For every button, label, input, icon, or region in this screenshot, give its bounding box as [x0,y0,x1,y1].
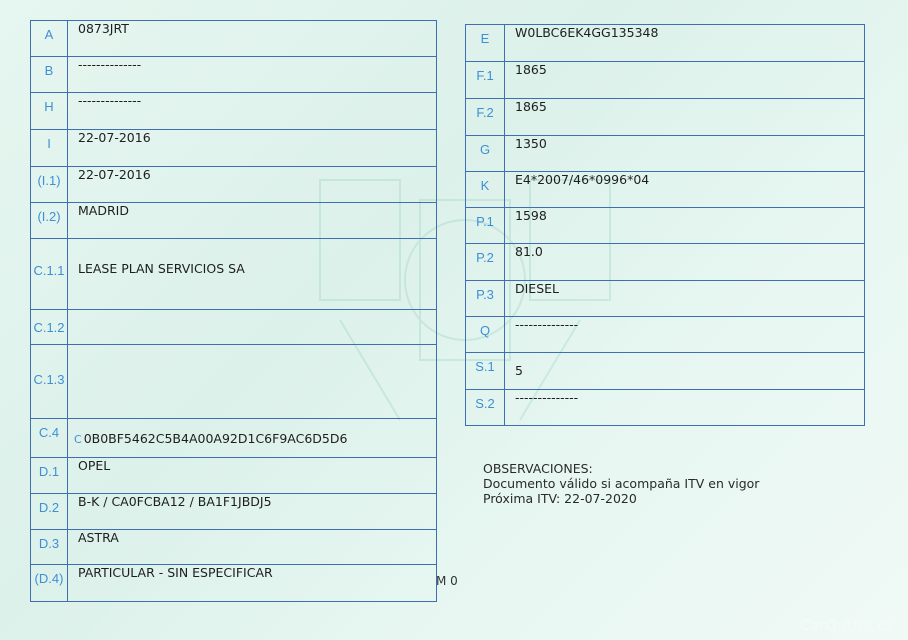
field-code: E [466,25,505,62]
field-value: 1598 [505,208,865,244]
field-code: D.3 [31,530,68,565]
field-row-q [466,317,865,353]
field-code: (D.4) [31,565,68,602]
field-row-c4 [31,419,437,458]
field-value: -------------- [68,57,437,93]
field-code: S.2 [466,390,505,426]
field-row-p3 [466,281,865,317]
field-code: C.1.1 [31,239,68,310]
field-code: G [466,136,505,172]
field-value: 5 [505,353,865,390]
field-value-container [68,419,437,458]
field-code: I [31,130,68,167]
field-value: -------------- [505,317,865,353]
field-code: (I.1) [31,167,68,203]
field-value: 22-07-2016 [68,130,437,167]
field-value: B-K / CA0FCBA12 / BA1F1JBDJ5 [68,494,437,530]
field-code: S.1 [466,353,505,390]
vehicle-fields-table-right [465,24,865,426]
observations-block [483,461,759,506]
field-row-c13 [31,345,437,419]
field-code: F.2 [466,99,505,136]
field-row-d4 [31,565,437,602]
field-value: 22-07-2016 [68,167,437,203]
field-code: D.1 [31,458,68,494]
field-value [68,345,437,419]
field-code: H [31,93,68,130]
field-value: -------------- [505,390,865,426]
field-value: ASTRA [68,530,437,565]
field-code: C.1.2 [31,310,68,345]
field-row-c11 [31,239,437,310]
field-code: B [31,57,68,93]
field-row-i1 [31,167,437,203]
field-code: P.2 [466,244,505,281]
field-code: C.4 [31,419,68,458]
field-value: E4*2007/46*0996*04 [505,172,865,208]
field-row-f1 [466,62,865,99]
field-value: 0B0BF5462C5B4A00A92D1C6F9AC6D5D6 [83,431,348,446]
field-value: 81.0 [505,244,865,281]
watermark: CarOutlet.es [800,618,894,634]
field-row-s1 [466,353,865,390]
field-row-c12 [31,310,437,345]
c4-prefix: C [74,433,82,446]
field-code: P.1 [466,208,505,244]
field-row-g [466,136,865,172]
observations-line: Próxima ITV: 22-07-2020 [483,491,637,506]
field-row-e [466,25,865,62]
field-value: 1865 [505,62,865,99]
field-code: D.2 [31,494,68,530]
field-code: C.1.3 [31,345,68,419]
field-value: OPEL [68,458,437,494]
field-row-d2 [31,494,437,530]
field-code: P.3 [466,281,505,317]
field-value: -------------- [68,93,437,130]
field-row-d1 [31,458,437,494]
field-row-p1 [466,208,865,244]
field-value: LEASE PLAN SERVICIOS SA [68,239,437,310]
field-row-a [31,21,437,57]
field-row-i2 [31,203,437,239]
field-value: MADRID [68,203,437,239]
field-code: A [31,21,68,57]
field-code: F.1 [466,62,505,99]
field-value: W0LBC6EK4GG135348 [505,25,865,62]
field-value: PARTICULAR - SIN ESPECIFICAR [68,565,437,602]
field-row-k [466,172,865,208]
observations-heading: OBSERVACIONES: [483,461,593,476]
field-row-f2 [466,99,865,136]
field-value: 1350 [505,136,865,172]
field-value: DIESEL [505,281,865,317]
field-row-s2 [466,390,865,426]
field-code: K [466,172,505,208]
field-code: Q [466,317,505,353]
field-row-d3 [31,530,437,565]
field-value: 1865 [505,99,865,136]
field-row-b [31,57,437,93]
field-code: (I.2) [31,203,68,239]
field-row-i [31,130,437,167]
observations-line: Documento válido si acompaña ITV en vigor [483,476,760,491]
m0-label: M 0 [436,574,458,588]
vehicle-fields-table-left [30,20,437,602]
field-row-p2 [466,244,865,281]
field-row-h [31,93,437,130]
field-value [68,310,437,345]
field-value: 0873JRT [68,21,437,57]
